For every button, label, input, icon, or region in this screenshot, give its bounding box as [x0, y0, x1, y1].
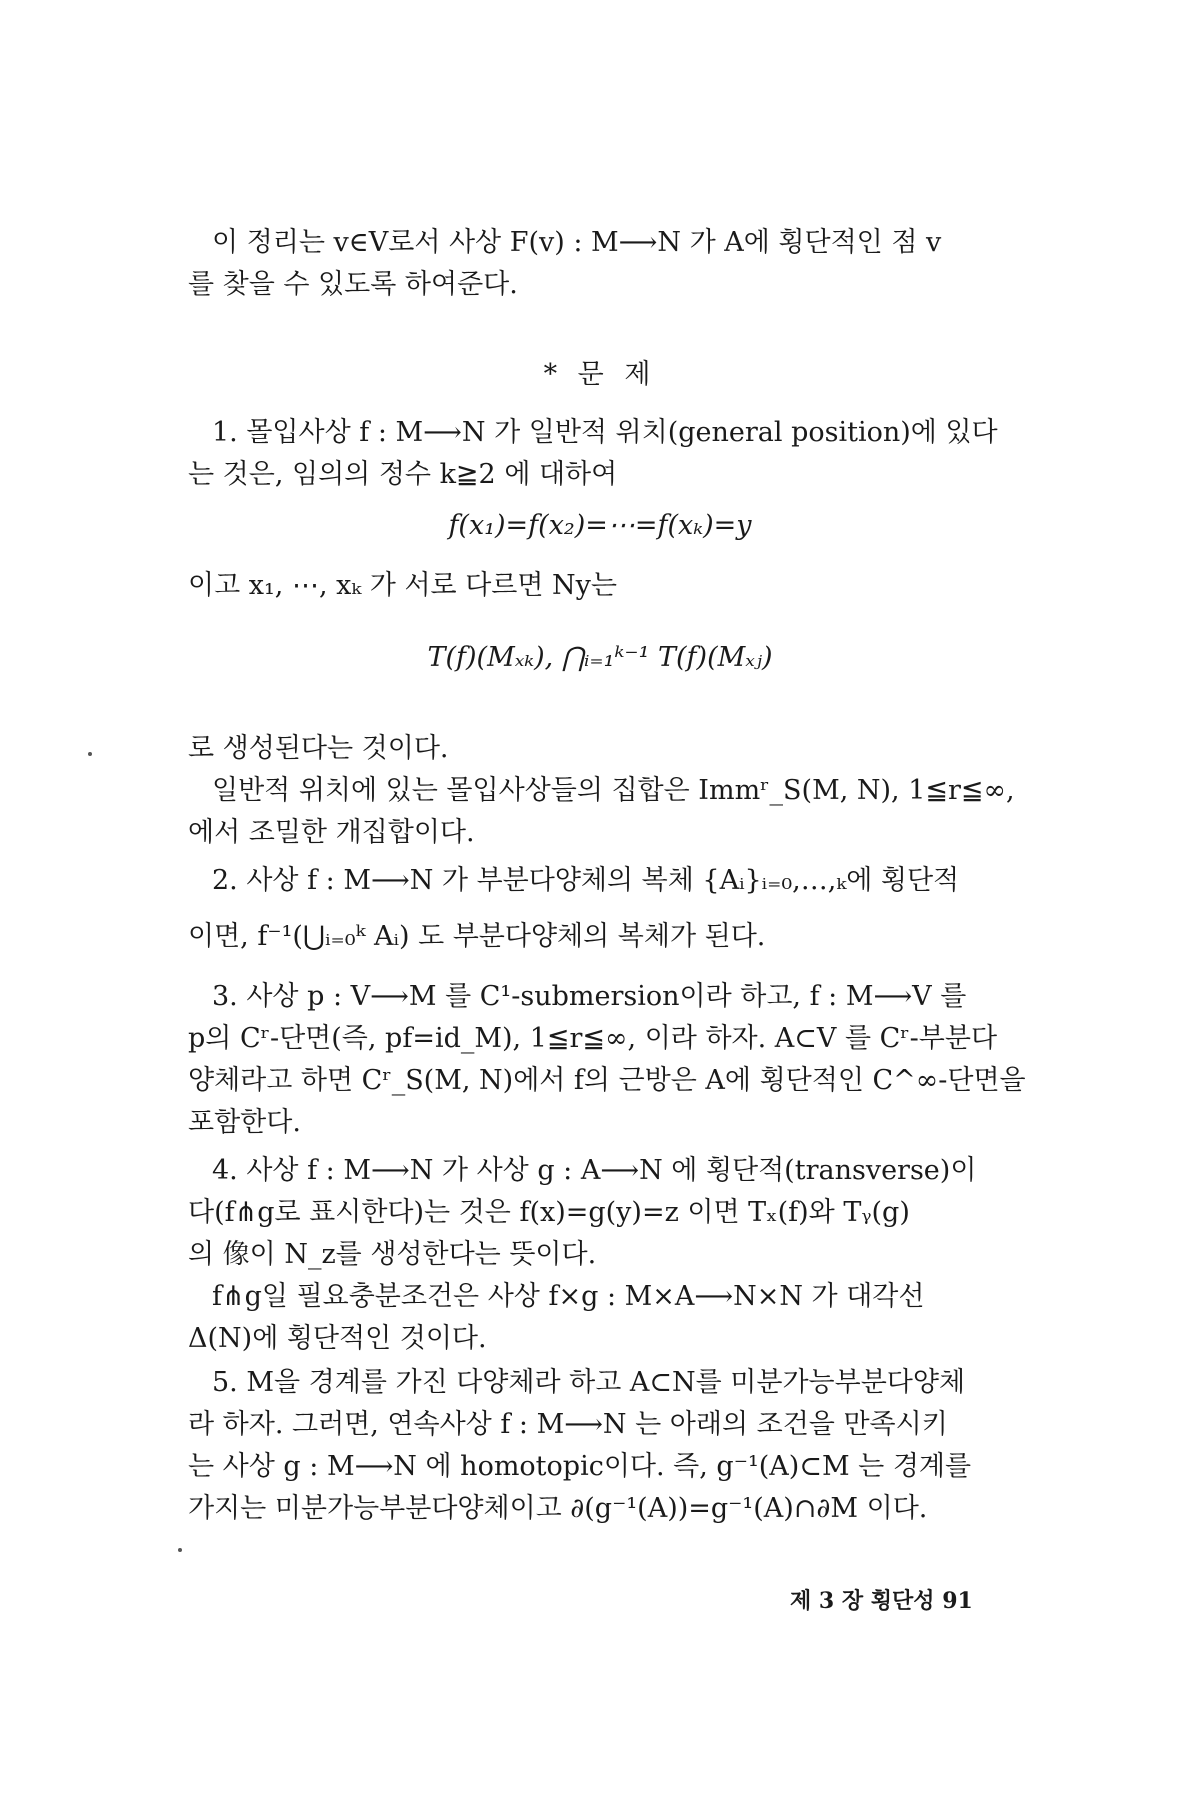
- problem-3-line-3: 양체라고 하면 Cʳ_S(M, N)에서 f의 근방은 A에 횡단적인 C^∞-단면을: [188, 1065, 1026, 1096]
- intro-line-1: 이 정리는 v∈V로서 사상 F(v) : M⟶N 가 A에 횡단적인 점 v: [212, 227, 942, 258]
- problem-4-line-4: f⋔g일 필요충분조건은 사상 f×g : M×A⟶N×N 가 대각선: [212, 1281, 925, 1312]
- problem-3-line-4: 포함한다.: [188, 1107, 301, 1138]
- problem-1-part-a: [188, 412, 1048, 496]
- problem-4: [188, 1150, 1048, 1360]
- problem-1-line-3-block: [188, 565, 1048, 607]
- problem-1-formula: f(x₁)=f(x₂)=⋯=f(xₖ)=y: [448, 510, 752, 541]
- problem-1-formula-2: T(f)(Mₓₖ), ⋂ᵢ₌₁ᵏ⁻¹ T(f)(Mₓⱼ): [427, 642, 773, 673]
- problem-2-line-2: 이면, f⁻¹(⋃ᵢ₌₀ᵏ Aᵢ) 도 부분다양체의 복체가 된다.: [188, 921, 766, 952]
- problem-1-line-4: 로 생성된다는 것이다.: [188, 733, 449, 764]
- scan-speck: [88, 752, 92, 756]
- problem-4-line-2: 다(f⋔g로 표시한다)는 것은 f(x)=g(y)=z 이면 Tₓ(f)와 Tᵧ(g): [188, 1197, 910, 1228]
- problem-5-line-1: 5. M을 경계를 가진 다양체라 하고 A⊂N를 미분가능부분다양체: [212, 1367, 966, 1398]
- problem-3-line-1: 3. 사상 p : V⟶M 를 C¹-submersion이라 하고, f : M⟶V 를: [212, 981, 967, 1012]
- problem-3: [188, 976, 1048, 1144]
- problem-2-line-1: 2. 사상 f : M⟶N 가 부분다양체의 복체 {Aᵢ}ᵢ₌₀,…,ₖ에 횡단적: [212, 865, 960, 896]
- problem-1-part-b: [188, 728, 1048, 854]
- problem-5-line-3: 는 사상 g : M⟶N 에 homotopic이다. 즉, g⁻¹(A)⊂M 는 경계를: [188, 1451, 972, 1482]
- problem-5-line-2: 라 하자. 그러면, 연속사상 f : M⟶N 는 아래의 조건을 만족시키: [188, 1409, 948, 1440]
- intro-line-2: 를 찾을 수 있도록 하여준다.: [188, 269, 518, 300]
- problem-3-line-2: p의 Cʳ-단면(즉, pf=id_M), 1≦r≦∞, 이라 하자. A⊂V 를 Cʳ-부분다: [188, 1023, 998, 1054]
- problem-1-line-6: 에서 조밀한 개집합이다.: [188, 817, 475, 848]
- problem-4-line-1: 4. 사상 f : M⟶N 가 사상 g : A⟶N 에 횡단적(transverse)이: [212, 1155, 977, 1186]
- intro-paragraph: [188, 222, 1048, 306]
- problem-1-line-1: 1. 몰입사상 f : M⟶N 가 일반적 위치(general position)에 있다: [212, 417, 998, 448]
- page-footer: 제 3 장 횡단성 91: [790, 1588, 973, 1614]
- section-title: * 문 제: [543, 359, 657, 390]
- problem-1-line-3: 이고 x₁, ⋯, xₖ 가 서로 다르면 Ny는: [188, 570, 617, 601]
- problem-2: [188, 860, 1048, 958]
- scan-speck: [178, 1548, 182, 1552]
- problem-5-line-4: 가지는 미분가능부분다양체이고 ∂(g⁻¹(A))=g⁻¹(A)∩∂M 이다.: [188, 1493, 928, 1524]
- problem-1-line-5: 일반적 위치에 있는 몰입사상들의 집합은 Immʳ_S(M, N), 1≦r≦∞,: [212, 775, 1015, 806]
- problem-5: [188, 1362, 1048, 1530]
- problem-1-line-2: 는 것은, 임의의 정수 k≧2 에 대하여: [188, 459, 618, 490]
- problem-4-line-5: Δ(N)에 횡단적인 것이다.: [188, 1323, 487, 1354]
- problem-4-line-3: 의 像이 N_z를 생성한다는 뜻이다.: [188, 1239, 597, 1270]
